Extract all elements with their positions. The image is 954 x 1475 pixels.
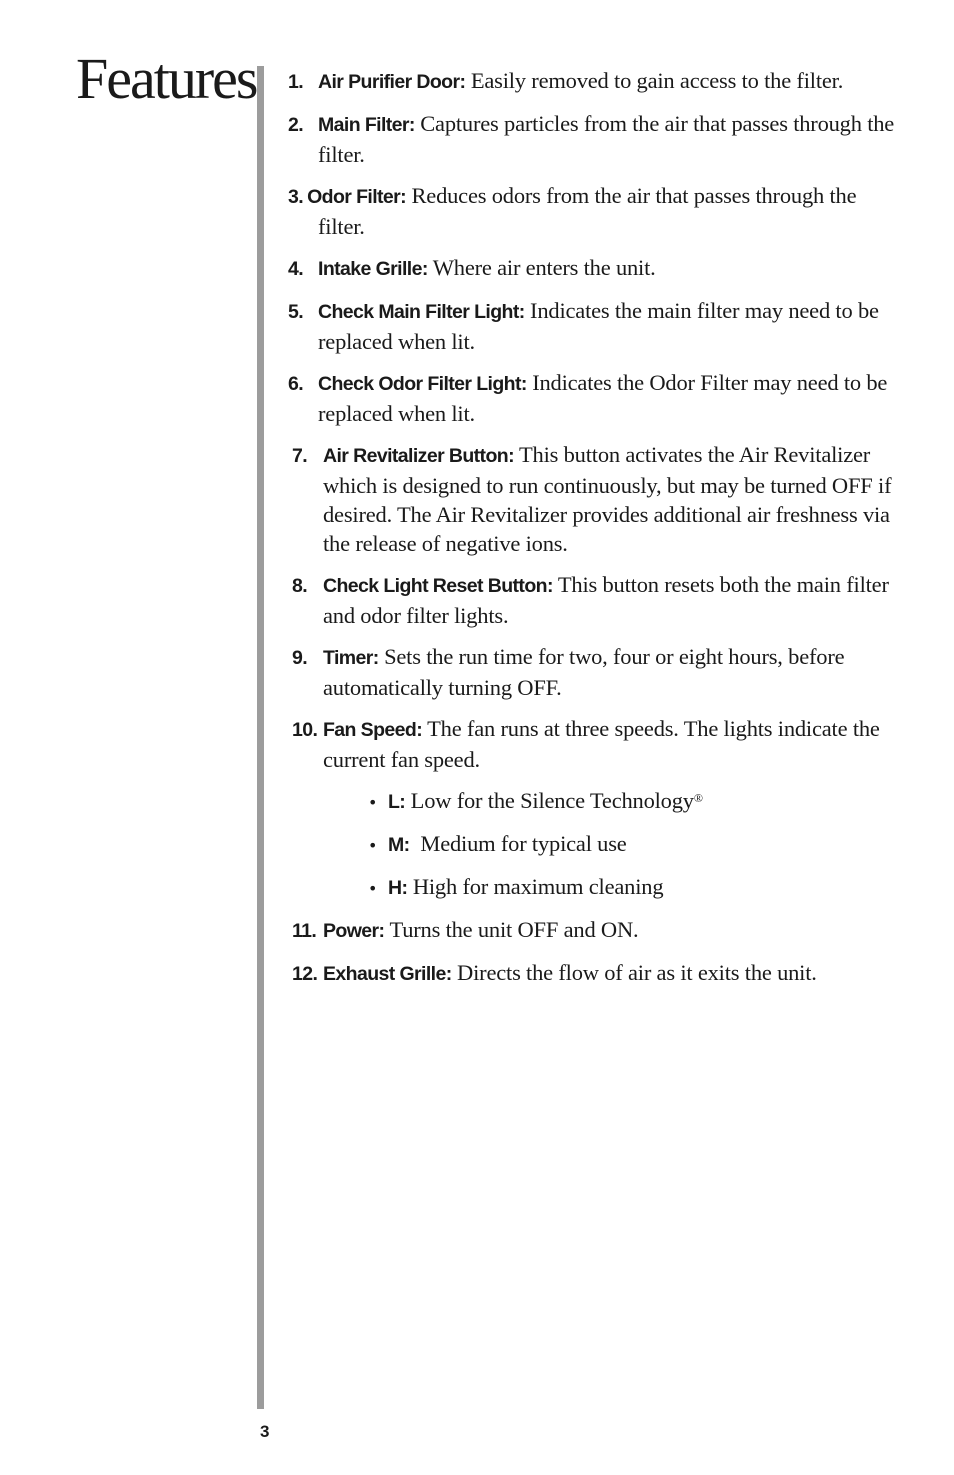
features-list [288,66,900,1001]
feature-label: Fan Speed: [323,719,423,741]
feature-description: Indicates the Odor Filter may need to be replaced when lit. [318,370,888,426]
feature-exhaust-grille [292,958,900,989]
feature-description: Easily removed to gain access to the filter. [465,68,844,93]
feature-timer [292,642,900,702]
fan-speed-label: M: [388,834,410,856]
feature-number: 6. [288,373,304,395]
feature-power [292,915,900,946]
feature-number: 11. [292,920,317,942]
feature-number: 4. [288,258,304,280]
feature-label: Main Filter: [318,114,415,136]
fan-speed-medium [368,829,900,860]
feature-label: Air Revitalizer Button: [323,445,514,467]
page-number: 3 [260,1422,270,1441]
feature-number: 2. [288,114,304,136]
feature-description: Captures particles from the air that passes through the filter. [318,111,895,167]
registered-mark: ® [693,791,703,805]
fan-speed-low [368,786,900,817]
fan-speed-label: L: [388,791,406,813]
fan-speed-high [368,872,900,903]
feature-description: Directs the flow of air as it exits the unit. [451,960,817,985]
feature-number: 7. [292,445,308,467]
fan-speed-description: Low for the Silence Technology [405,788,694,813]
fan-speed-description: Medium for typical use [409,831,627,856]
feature-check-light-reset-button [292,570,900,630]
feature-intake-grille [288,253,900,284]
vertical-rule [257,66,264,1409]
fan-speed-label: H: [388,877,408,899]
feature-description: The fan runs at three speeds. The lights indicate the current fan speed. [323,716,880,772]
feature-check-odor-filter-light [288,368,900,428]
feature-number: 9. [292,647,308,669]
feature-description: Indicates the main filter may need to be replaced when lit. [318,298,879,354]
feature-description: Reduces odors from the air that passes through the filter. [318,183,857,239]
feature-description: This button activates the Air Revitalizer which is designed to run continuously, but may be turned OFF if desired. The Air Revitalizer provides additional air freshness via the release of negative ions. [323,442,892,556]
page-title: Features [76,46,257,111]
feature-label: Timer: [323,647,379,669]
feature-description: Turns the unit OFF and ON. [384,917,639,942]
bullet-icon: • [368,793,378,812]
bullet-icon: • [368,836,378,855]
fan-speed-list [323,786,900,903]
feature-description: This button resets both the main filter and odor filter lights. [323,572,889,628]
feature-label: Check Light Reset Button: [323,575,553,597]
feature-label: Check Odor Filter Light: [318,373,527,395]
bullet-icon: • [368,879,378,898]
fan-speed-description: High for maximum cleaning [407,874,664,899]
feature-air-revitalizer-button [292,440,900,558]
feature-fan-speed [292,714,900,903]
feature-number: 5. [288,301,304,323]
feature-label: Exhaust Grille: [323,963,452,985]
feature-description: Sets the run time for two, four or eight hours, before automatically turning OFF. [323,644,845,700]
feature-air-purifier-door [288,66,900,97]
feature-label: Intake Grille: [318,258,428,280]
feature-main-filter [288,109,900,169]
feature-number: 10. [292,719,318,741]
feature-label: Check Main Filter Light: [318,301,525,323]
feature-description: Where air enters the unit. [427,255,656,280]
feature-label: Odor Filter: [307,186,407,208]
feature-number: 3. [288,186,304,208]
feature-number: 8. [292,575,308,597]
feature-odor-filter [288,181,900,241]
feature-check-main-filter-light [288,296,900,356]
feature-number: 1. [288,71,304,93]
feature-label: Air Purifier Door: [318,71,466,93]
feature-number: 12. [292,963,318,985]
feature-label: Power: [323,920,385,942]
